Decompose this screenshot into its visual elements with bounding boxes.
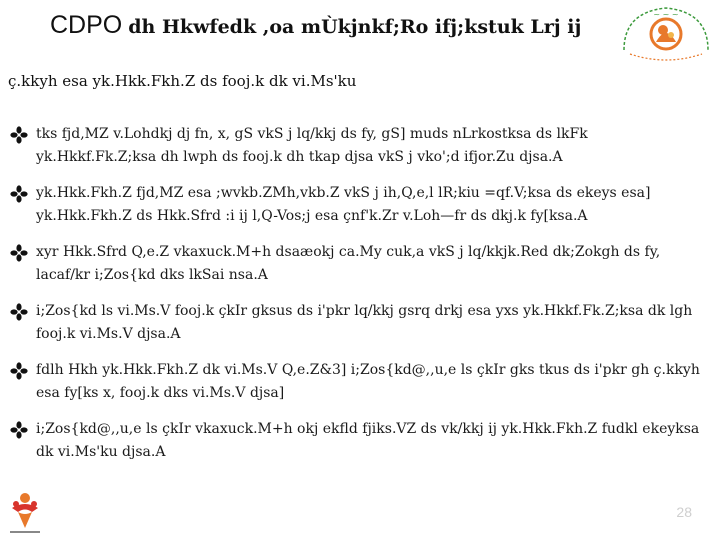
slide-title-rest: dh Hkwfedk ,oa mÙkjnkf;Ro ifj;kstuk Lrj ij: [128, 16, 582, 38]
bullet-list: [10, 123, 710, 477]
bullet-text: i;Zos{kd@,,u,e ls çkIr vkaxuck.M+h okj ekfld fjiks.VZ ds vk/kkj ij yk.Hkk.Fkh.Z fudkl ekeyksa dk vi.Ms'ku djsa.A: [36, 421, 700, 460]
diamond-bullet-icon: [10, 303, 28, 321]
poshan-abhiyaan-logo: [616, 4, 716, 64]
bullet-text: fdlh Hkh yk.Hkk.Fkh.Z dk vi.Ms.V Q,e.Z&3] i;Zos{kd@,,u,e ls çkIr gks tkus ds i'pkr gh ç.kkyh esa fy[ks x, fooj.k dks vi.Ms.V djsa]: [36, 362, 700, 401]
svg-text:~ ~ ~: ~ ~ ~: [653, 10, 679, 19]
page-number: 28: [676, 504, 692, 520]
wcd-ministry-logo: [4, 490, 46, 536]
list-item: [10, 241, 710, 287]
diamond-bullet-icon: [10, 244, 28, 262]
bullet-text: tks fjd,MZ v.Lohdkj dj fn, x, gS vkS j lq/kkj ds fy, gS] muds nLrkostksa ds lkFk yk.Hkkf.Fk.Z;ksa dh lwph ds fooj.k dh tkap djsa vkS j vko';d ifjor.Zu djsa.A: [36, 126, 588, 165]
diamond-bullet-icon: [10, 421, 28, 439]
bullet-text: xyr Hkk.Sfrd Q,e.Z vkaxuck.M+h dsaæokj ca.My cuk,a vkS j lq/kkjk.Red dk;Zokgh ds fy, lacaf/kr i;Zos{kd dks lkSai nsa.A: [36, 244, 661, 283]
list-item: [10, 300, 710, 346]
list-item: [10, 123, 710, 169]
list-item: [10, 182, 710, 228]
list-item: [10, 418, 710, 464]
diamond-bullet-icon: [10, 185, 28, 203]
diamond-bullet-icon: [10, 126, 28, 144]
slide-title-prefix: CDPO: [50, 11, 123, 39]
diamond-bullet-icon: [10, 362, 28, 380]
bullet-text: yk.Hkk.Fkh.Z fjd,MZ esa ;wvkb.ZMh,vkb.Z vkS j ih,Q,e,l lR;kiu =qf.V;ksa ds ekeys esa] yk.Hkk.Fkh.Z ds Hkk.Sfrd :i ij l,Q-Vos;j esa çnf'k.Zr v.Loh—fr ds dkj.k fy[ksa.A: [36, 185, 651, 224]
bullet-text: i;Zos{kd ls vi.Ms.V fooj.k çkIr gksus ds i'pkr lq/kkj gsrq drkj esa yxs yk.Hkkf.Fk.Z;ksa dk lgh fooj.k vi.Ms.V djsa.A: [36, 303, 693, 342]
list-item: [10, 359, 710, 405]
slide-title: [50, 8, 610, 44]
slide-subtitle: ç.kkyh esa yk.Hkk.Fkh.Z ds fooj.k dk vi.Ms'ku: [8, 72, 357, 90]
